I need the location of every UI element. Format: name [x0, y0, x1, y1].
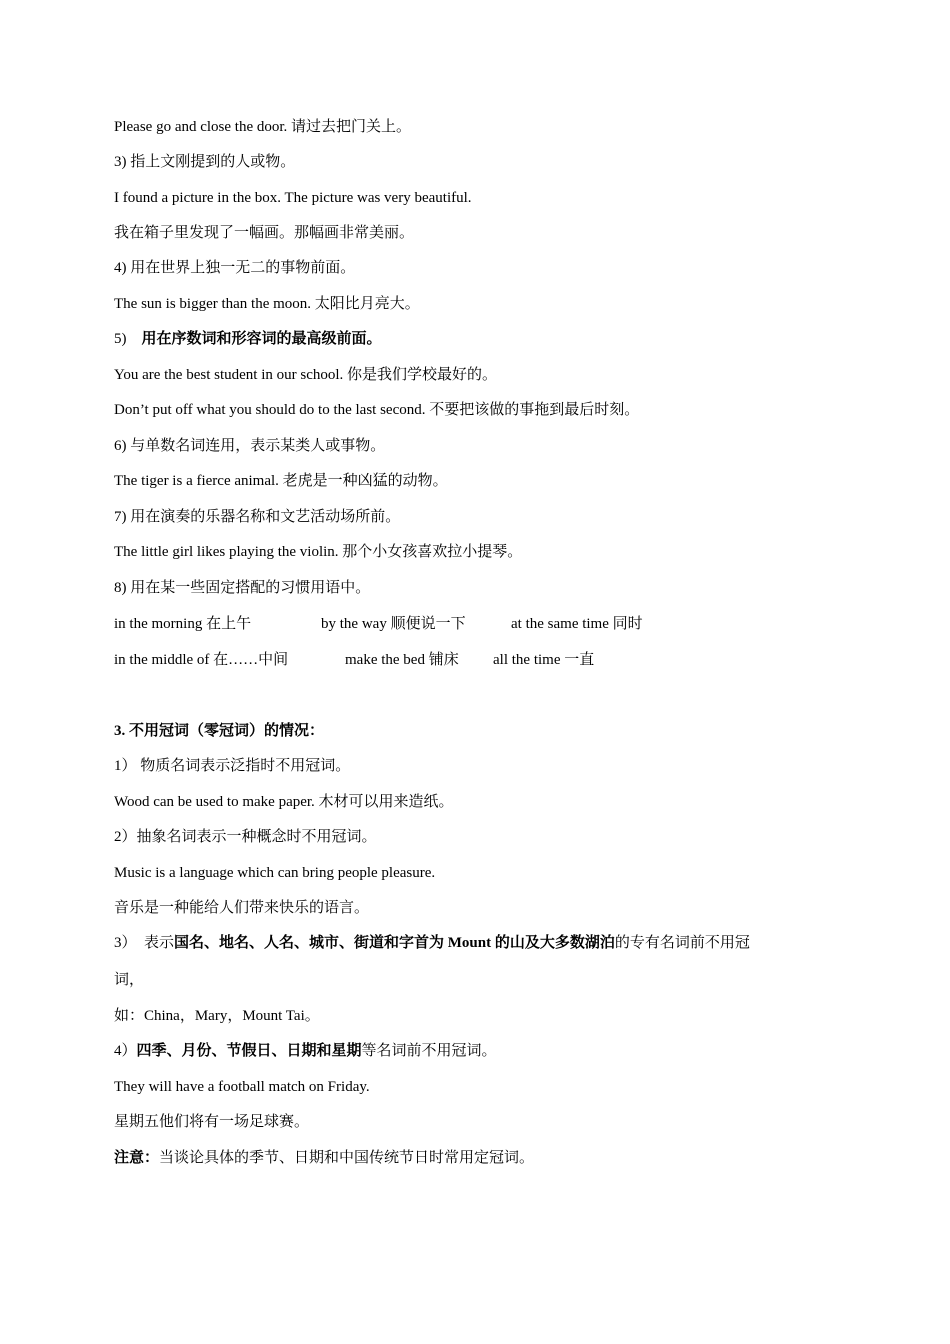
- rule-5-number: 5): [114, 331, 142, 347]
- phrase-in-the-middle-of: in the middle of 在……中间: [114, 652, 289, 668]
- example-last-second: Don’t put off what you should do to the last second. 不要把该做的事拖到最后时刻。: [114, 402, 640, 418]
- rule-7-instruments: 7) 用在演奏的乐器名称和文艺活动场所前。: [114, 509, 401, 525]
- zero-rule-3-continuation: 词，: [114, 972, 145, 988]
- rule-5-ordinal-superlative: [114, 329, 382, 349]
- example-tiger: The tiger is a fierce animal. 老虎是一种凶猛的动物。: [114, 473, 448, 489]
- rule-6-singular-nouns: 6) 与单数名词连用，表示某类人或事物。: [114, 438, 386, 454]
- phrase-make-the-bed: make the bed 铺床: [345, 652, 459, 668]
- example-wood-paper: Wood can be used to make paper. 木材可以用来造纸。: [114, 794, 454, 810]
- zero-rule-3-proper-nouns: [114, 933, 750, 953]
- example-football-en: They will have a football match on Friday.: [114, 1079, 370, 1095]
- example-close-door: Please go and close the door. 请过去把门关上。: [114, 119, 412, 135]
- example-football-zh: 星期五他们将有一场足球赛。: [114, 1114, 310, 1130]
- zero-rule-4-bold: 四季、月份、节假日、日期和星期: [136, 1043, 362, 1059]
- zero-rule-2-abstract-nouns: 2）抽象名词表示一种概念时不用冠词。: [114, 829, 377, 845]
- example-music-zh: 音乐是一种能给人们带来快乐的语言。: [114, 900, 370, 916]
- example-violin: The little girl likes playing the violin. 那个小女孩喜欢拉小提琴。: [114, 544, 523, 560]
- phrase-all-the-time: all the time 一直: [493, 652, 595, 668]
- example-proper-nouns: 如：China，Mary，Mount Tai。: [114, 1008, 320, 1024]
- zero-rule-3-prefix: 3） 表示: [114, 935, 175, 951]
- phrase-by-the-way: by the way 顺便说一下: [321, 616, 466, 632]
- zero-rule-3-suffix: 的专有名词前不用冠: [614, 935, 750, 951]
- zero-rule-4-seasons-months: [114, 1041, 497, 1061]
- example-picture-en: I found a picture in the box. The picture was very beautiful.: [114, 190, 472, 206]
- rule-3-mentioned-before: 3) 指上文刚提到的人或物。: [114, 154, 296, 170]
- zero-rule-1-material-nouns: 1） 物质名词表示泛指时不用冠词。: [114, 758, 351, 774]
- phrase-at-the-same-time: at the same time 同时: [511, 616, 643, 632]
- phrase-row-1: [114, 614, 714, 634]
- example-sun-moon: The sun is bigger than the moon. 太阳比月亮大。: [114, 296, 420, 312]
- zero-rule-4-prefix: 4）: [114, 1043, 137, 1059]
- example-picture-zh: 我在箱子里发现了一幅画。那幅画非常美丽。: [114, 225, 415, 241]
- note-text: 当谈论具体的季节、日期和中国传统节日时常用定冠词。: [159, 1150, 535, 1166]
- example-best-student: You are the best student in our school. 你是我们学校最好的。: [114, 367, 498, 383]
- section-3-heading: 3. 不用冠词（零冠词）的情况：: [114, 723, 325, 739]
- example-music-en: Music is a language which can bring people pleasure.: [114, 865, 436, 881]
- phrase-row-2: [114, 650, 714, 670]
- zero-rule-3-bold: 国名、地名、人名、城市、街道和字首为 Mount 的山及大多数湖泊: [174, 935, 615, 951]
- note-line: [114, 1148, 534, 1168]
- note-label: 注意：: [114, 1150, 160, 1166]
- rule-4-unique-things: 4) 用在世界上独一无二的事物前面。: [114, 260, 356, 276]
- rule-8-fixed-phrases: 8) 用在某一些固定搭配的习惯用语中。: [114, 580, 371, 596]
- zero-rule-4-suffix: 等名词前不用冠词。: [361, 1043, 497, 1059]
- phrase-in-the-morning: in the morning 在上午: [114, 616, 252, 632]
- rule-5-text: 用在序数词和形容词的最高级前面。: [141, 331, 382, 347]
